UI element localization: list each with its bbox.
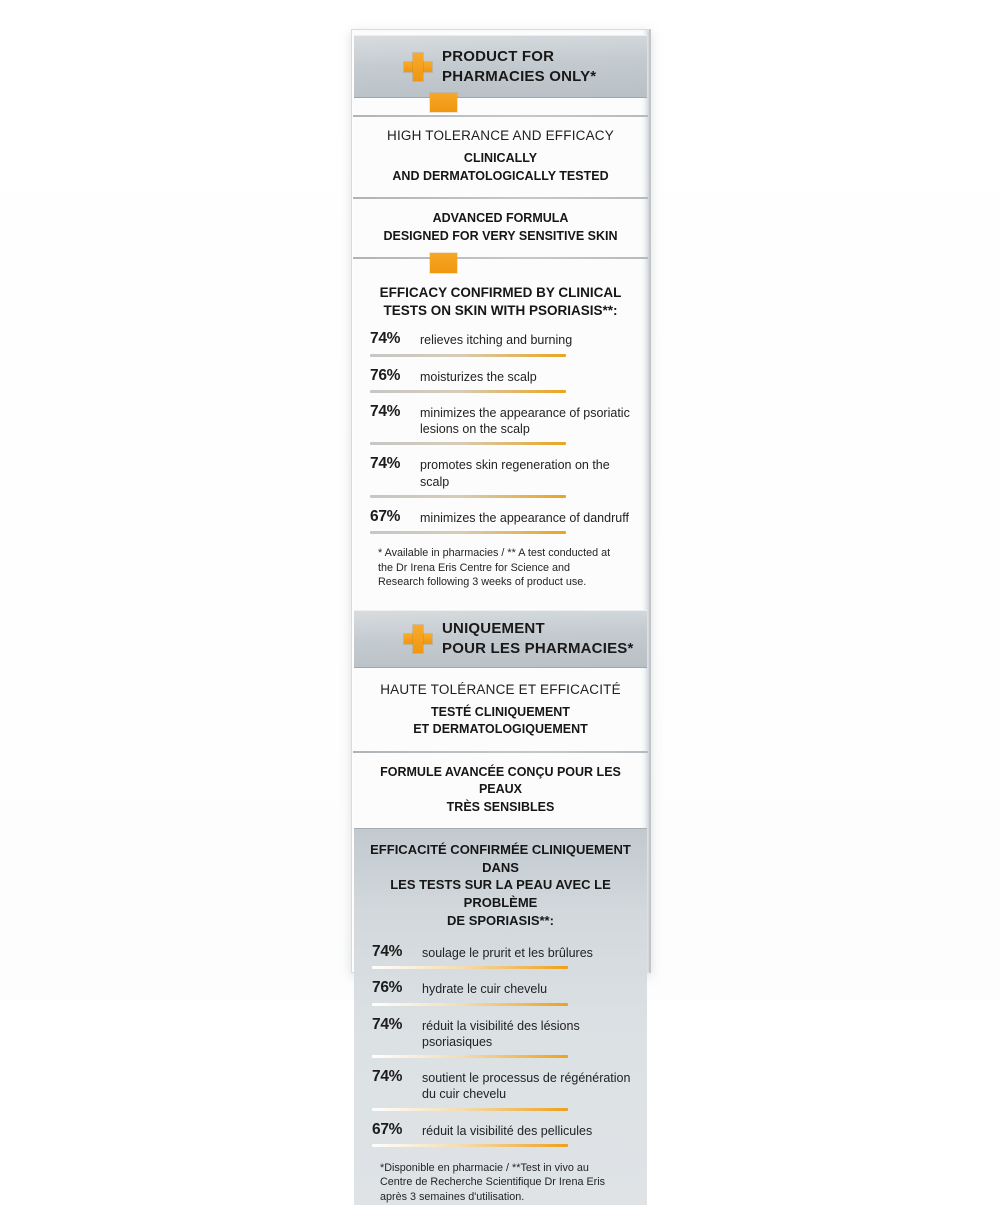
tolerance-subtitle: [360, 704, 641, 739]
stat-label: moisturizes the scalp: [420, 369, 537, 384]
stat-row: [370, 455, 649, 498]
product-box-side-panel: [351, 29, 651, 1203]
stat-value: 74%: [372, 943, 403, 961]
stat-row: [372, 943, 647, 969]
band-title-line: PHARMACIES ONLY*: [442, 67, 597, 85]
formula-text: [360, 764, 641, 817]
tolerance-subtitle-line: CLINICALLY: [463, 151, 538, 165]
stat-row: [370, 367, 649, 393]
stat-label: réduit la visibilité des lésions psoriasiques: [422, 1018, 580, 1049]
french-footnote: *Disponible en pharmacie / **Test in vivo au Centre de Recherche Scientifique Dr Irena Eris après 3 semaines d'utilisation.: [380, 1161, 606, 1203]
stat-underline: [372, 1055, 568, 1058]
formula-line: DESIGNED FOR VERY SENSITIVE SKIN: [383, 228, 618, 243]
stat-label: minimizes the appearance of dandruff: [420, 510, 629, 525]
stat-label: soutient le processus de régénération du cuir chevelu: [422, 1071, 631, 1102]
stat-row: [370, 403, 649, 446]
english-pharmacy-band: [354, 35, 647, 98]
stat-row: [372, 1016, 647, 1059]
tolerance-subtitle: [360, 150, 641, 185]
stat-underline: [372, 966, 568, 969]
stat-underline: [370, 495, 566, 498]
formula-text: [360, 210, 641, 245]
stat-value: 74%: [370, 455, 401, 473]
formula-line: FORMULE AVANCÉE CONÇU POUR LES PEAUX: [380, 764, 621, 797]
efficacy-header-line: DE SPORIASIS**:: [447, 912, 554, 928]
stat-underline: [370, 390, 566, 393]
stat-underline: [372, 1003, 568, 1006]
band-title-line: POUR LES PHARMACIES*: [442, 639, 634, 657]
orange-square-marker-icon: [430, 93, 457, 112]
english-stats-list: [352, 330, 649, 544]
stat-row: [372, 979, 647, 1005]
efficacy-header-line: LES TESTS SUR LA PEAU AVEC LE PROBLÈME: [390, 877, 611, 911]
stat-underline: [370, 354, 566, 357]
section-gap: [352, 259, 649, 276]
stat-label: soulage le prurit et les brûlures: [422, 946, 593, 961]
band-title-line: PRODUCT FOR: [442, 48, 555, 65]
english-tolerance-section: [352, 117, 649, 197]
stat-value: 74%: [372, 1068, 403, 1086]
tolerance-subtitle-line: TESTÉ CLINIQUEMENT: [431, 704, 570, 719]
tolerance-title: HIGH TOLERANCE AND EFFICACY: [387, 128, 614, 143]
stat-underline: [372, 1144, 568, 1147]
english-formula-section: [352, 199, 649, 257]
french-efficacy-panel: [354, 828, 647, 1204]
formula-line: ADVANCED FORMULA: [432, 211, 569, 225]
stat-value: 74%: [372, 1015, 403, 1033]
stat-value: 76%: [370, 366, 401, 384]
english-efficacy-header: [352, 276, 649, 330]
stat-row: [372, 1121, 647, 1147]
english-band-title: [442, 47, 596, 86]
stat-underline: [370, 531, 566, 534]
tolerance-subtitle-line: AND DERMATOLOGICALLY TESTED: [392, 168, 609, 183]
tolerance-subtitle-line: ET DERMATOLOGIQUEMENT: [413, 722, 588, 737]
english-footnote: * Available in pharmacies / ** A test conducted at the Dr Irena Eris Centre for Science and Research following 3 weeks of product use.: [378, 547, 611, 589]
french-efficacy-header: [354, 839, 647, 941]
french-band-title: [442, 619, 634, 658]
stat-value: 74%: [370, 402, 401, 420]
pharmacy-cross-icon: [404, 53, 432, 81]
stat-label: relieves itching and burning: [420, 333, 573, 348]
stat-value: 67%: [370, 507, 401, 525]
efficacy-header-line: EFFICACY CONFIRMED BY CLINICAL: [379, 285, 622, 300]
stat-value: 67%: [372, 1120, 403, 1138]
french-pharmacy-band: [354, 610, 647, 668]
stat-row: [370, 508, 649, 534]
efficacy-header-line: TESTS ON SKIN WITH PSORIASIS**:: [383, 303, 618, 319]
stat-label: minimizes the appearance of psoriatic lesions on the scalp: [420, 405, 630, 437]
stat-label: promotes skin regeneration on the scalp: [420, 458, 610, 489]
stat-value: 76%: [372, 979, 403, 997]
stat-row: [372, 1068, 647, 1111]
stat-underline: [372, 1108, 568, 1111]
stat-label: réduit la visibilité des pellicules: [422, 1123, 593, 1138]
band-title-line: UNIQUEMENT: [442, 620, 545, 638]
orange-square-marker-icon: [430, 253, 457, 273]
stat-row: [370, 330, 649, 356]
tolerance-title: HAUTE TOLÉRANCE ET EFFICACITÉ: [380, 681, 621, 697]
stat-label: hydrate le cuir chevelu: [422, 982, 548, 997]
french-stats-list: [354, 941, 647, 1157]
french-formula-section: [352, 753, 649, 829]
formula-line: TRÈS SENSIBLES: [446, 799, 555, 814]
stat-underline: [370, 442, 566, 445]
french-tolerance-section: [352, 668, 649, 751]
stat-value: 74%: [370, 330, 401, 348]
pharmacy-cross-icon: [404, 625, 432, 653]
section-gap: [352, 98, 649, 115]
efficacy-header-line: EFFICACITÉ CONFIRMÉE CLINIQUEMENT DANS: [370, 842, 631, 875]
